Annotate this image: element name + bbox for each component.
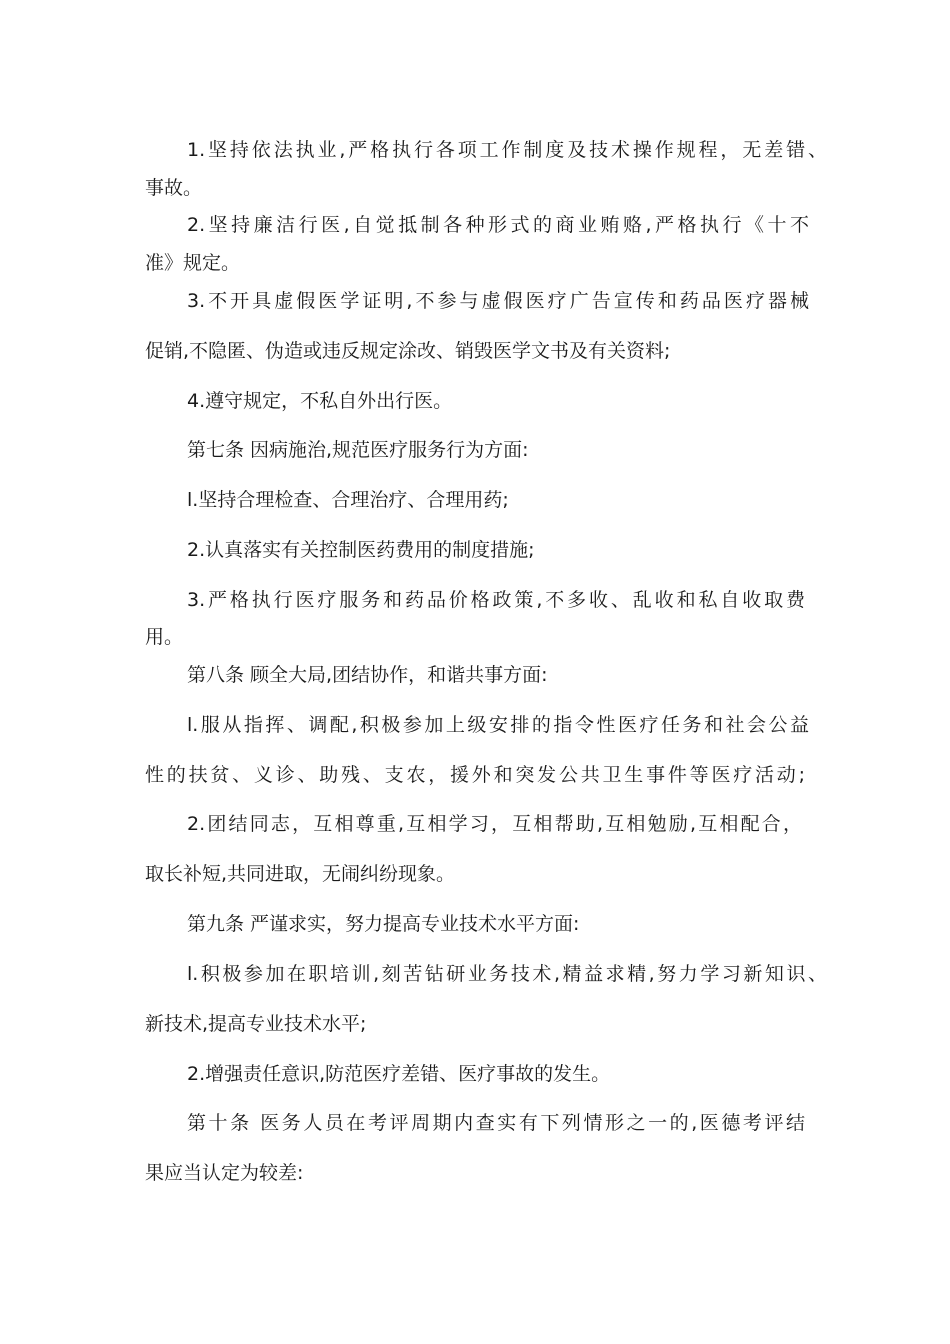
section-heading: 第八条 顾全大局,团结协作，和谐共事方面:	[187, 664, 548, 686]
section-heading: 第十条 医务人员在考评周期内查实有下列情形之一的,医德考评结	[187, 1112, 805, 1134]
paragraph-line: 2.团结同志，互相尊重,互相学习，互相帮助,互相勉励,互相配合，	[187, 813, 802, 835]
paragraph-line: 4.遵守规定，不私自外出行医。	[187, 390, 453, 412]
paragraph-line: 促销,不隐匿、伪造或违反规定涂改、销毁医学文书及有关资料;	[145, 340, 671, 362]
paragraph-line: l.积极参加在职培训,刻苦钻研业务技术,精益求精,努力学习新知识、	[187, 963, 827, 985]
paragraph-line: 2.坚持廉洁行医,自觉抵制各种形式的商业贿赂,严格执行《十不	[187, 214, 809, 236]
paragraph-line: 性的扶贫、义诊、助残、支农，援外和突发公共卫生事件等医疗活动;	[145, 764, 805, 786]
paragraph-line: 3.不开具虚假医学证明,不参与虚假医疗广告宣传和药品医疗器械	[187, 290, 809, 312]
paragraph-line: 新技术,提高专业技术水平;	[145, 1013, 367, 1035]
paragraph-line: 果应当认定为较差:	[145, 1162, 304, 1184]
section-heading: 第七条 因病施治,规范医疗服务行为方面:	[187, 439, 529, 461]
paragraph-line: l.服从指挥、调配,积极参加上级安排的指令性医疗任务和社会公益	[187, 714, 809, 736]
paragraph-line: 事故。	[145, 177, 203, 199]
paragraph-line: l.坚持合理检查、合理治疗、合理用药;	[187, 489, 509, 511]
paragraph-line: 取长补短,共同进取，无闹纠纷现象。	[145, 863, 456, 885]
paragraph-line: 用。	[145, 626, 184, 648]
section-heading: 第九条 严谨求实，努力提高专业技术水平方面:	[187, 913, 580, 935]
paragraph-line: 3.严格执行医疗服务和药品价格政策,不多收、乱收和私自收取费	[187, 589, 805, 611]
paragraph-line: 1.坚持依法执业,严格执行各项工作制度及技术操作规程，无差错、	[187, 139, 827, 161]
paragraph-line: 2.增强责任意识,防范医疗差错、医疗事故的发生。	[187, 1063, 611, 1085]
paragraph-line: 2.认真落实有关控制医药费用的制度措施;	[187, 539, 535, 561]
paragraph-line: 准》规定。	[145, 252, 241, 274]
